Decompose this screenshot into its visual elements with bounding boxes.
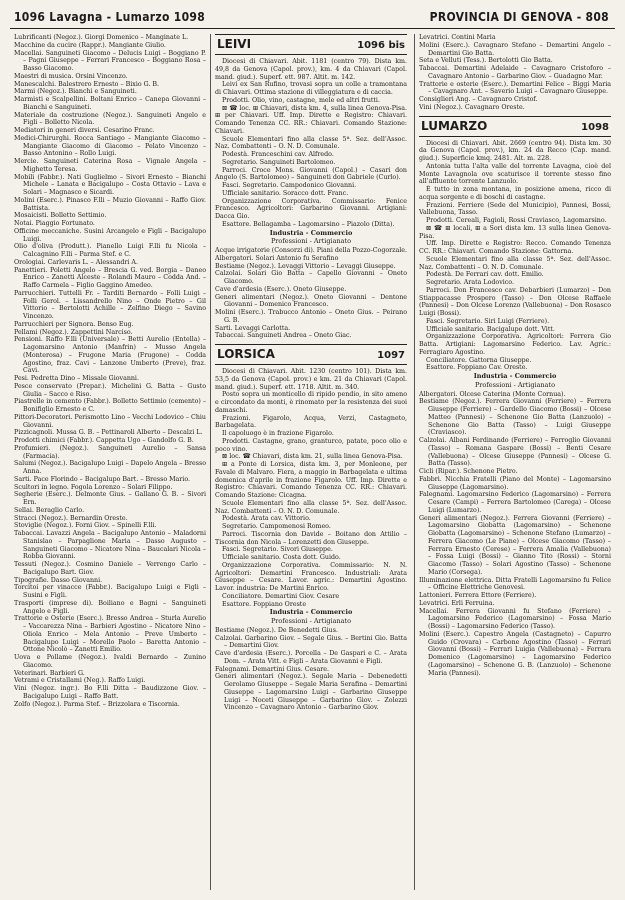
listing-entry: Mercie. Sanguineti Caterina Rosa – Vignale Angela – Mighetto Teresa. bbox=[14, 158, 206, 173]
listing-entry: Calzolai. Garbarino Giov. – Segale Gius. – Bertini Gio. Batta – Demartini Giov. bbox=[215, 634, 407, 650]
info-paragraph: Diocesi di Chiavari. Abit. 2669 (centro 94). Dista km. 30 da Genova (Capol. prov.), km. 24 da Recco (Cap. mand. giud.). Superficie kmq. 2481. Alt. m. 228. bbox=[419, 139, 611, 162]
info-paragraph: Diocesi di Chiavari. Abit. 1230 (centro 101). Dista km. 53,5 da Genova (Capol. prov.) e km. 21 da Chiavari (Capol. mand. giud.). Superf. ett. 1718. Altit. m. 340. bbox=[215, 368, 407, 391]
info-paragraph: Leivi ex San Rufino, trovasi sopra un colle a tramontana di Chiavari. Ottima stazione di villeggiatura e di caccia. bbox=[215, 81, 407, 96]
leivi-description bbox=[215, 58, 407, 229]
listing-entry: Scultori in legno. Fogola Lorenzo – Solari Filippo. bbox=[14, 483, 173, 491]
section-subheading: Professioni - Artigianato bbox=[270, 617, 352, 625]
listing-entry: Sarti. Levaggi Carlotta. bbox=[215, 324, 291, 332]
listing-entry: Tabaccai. Lavazzi Angela – Bacigalupo Antonio – Maladorni Stanislao – Parpaglione Maria – Dasso Augusto – Sanguineti Giacomo – Nicatore Nina – Baucalari Nicola – Robba Giovanni. bbox=[14, 530, 206, 561]
info-paragraph: Parroci. Don Francesco cav. Debarbieri (Lumarzo) – Don Stiappacasse Prospero (Tasso) – Don Olcese Raffaele (Pannesi) – Don Olcese Lorenzo (Vallebuona) – Don Rosasco Luigi (Bossi). bbox=[419, 286, 611, 317]
town-number: 1096 bis bbox=[357, 40, 405, 51]
info-paragraph: Prodotti. Castagne, grano, granturco, patate, poco olio e poco vino. bbox=[215, 437, 407, 453]
listing-entry: Mosaicisti. Bolletto Settimio. bbox=[14, 212, 107, 220]
listing-entry: Cicli (Ripar.). Schenone Pietro. bbox=[419, 468, 518, 475]
town-heading-lumarzo bbox=[419, 116, 611, 137]
listing-entry: Medici-Chirurghi. Rocca Santiago – Mangiante Giacomo – Mangiante Giacomo di Giacomo – Pelato Vincenzo – Basso Antonino – Rollo Luigi. bbox=[14, 134, 206, 158]
section-heading: Industria - Commercio bbox=[269, 608, 353, 617]
listing-entry: Macellai. Sanguineti Giacomo – Delucis Luigi – Boggiano P. – Pagni Giuseppe – Ferrari Francesco – Boggiano Rosa – Basso Giacomo. bbox=[14, 49, 206, 72]
info-paragraph: Parroci. Tiscornia don Davide – Boitano don Attilio – Tiscornia don Nicola – Lorenzetti don Giuseppe. bbox=[215, 530, 407, 546]
column-lorsica-lumarzo bbox=[419, 34, 611, 892]
listing-entry: Generi alimentari (Negoz.). Ferrera Giovanni (Ferriere) – Lagomarsino Giobatta (Lagomarsino) – Schenone Giobatta (Lagomarsino) – Schenone Stefano (Lumarzo) – Ferrera Giacomo (Le Piane) – Olcese Giacomo (Tasso) – Ferrara Ernesto (Cerese) – Ferrera Amalia (Vallebuona) – Fossa Luigi (Bossi) – Gianno Tito (Rossi) – Storni Giacomo (Tasso) – Solari Agostino (Tasso) – Schenone Mario (Corsega). bbox=[419, 514, 611, 576]
listing-entry: Piastrelle in cemento (Fabbr.). Bolletto Settimio (cemento) – Bonifiglio Ernesto e C. bbox=[14, 398, 206, 413]
listing-entry: Acque irrigatorie (Consorzi di). Piani della Pozzo-Cogorzale. bbox=[215, 247, 407, 254]
listing-entry: Trasporti (imprese di). Boiliano e Bagni – Sanguineti Angelo e Figli. bbox=[14, 599, 206, 615]
listing-entry: Panettieri. Poletti Angelo – Brescia G. ved. Borgia – Daneo Enrico – Zanetti Alceste – Rolandi Mauro – Codda And. – Raffo Carmela – Figlio Gaggino Amedeo. bbox=[14, 266, 206, 289]
listing-entry: Vini (Negoz. ingr.). Bo F.lli Ditta – Baudizzone Giov. – Bacigalupo Luigi – Raffo Batt. bbox=[14, 685, 206, 700]
info-paragraph: Conciliatore. Demartini Giov. Cesare bbox=[222, 592, 340, 600]
info-paragraph: ⊠ ☎ ⊞ locali, ⊞ a Sori dista km. 13 sulla linea Genova-Pisa. bbox=[419, 224, 611, 240]
listing-entry: Profumieri. (Negoz.). Sanguineti Aurelio – Sansa (Farmacia). bbox=[14, 444, 206, 460]
info-paragraph: Podestà. Arata cav. Vittorio. bbox=[222, 515, 311, 523]
listing-entry: Officine meccaniche. Susini Arcangelo e Figli – Bacigalupo Luigi. bbox=[14, 227, 206, 243]
lorsica-description bbox=[215, 368, 407, 608]
column-rule bbox=[210, 34, 211, 890]
info-paragraph: ⊞ a Ponte di Lorsica, dista km. 3, per Monleone, per Favale di Malvaro. Fiera, a maggio in Barbagelata e ultima domenica d'aprile in frazione Figarolo. Uff. Imp. Dirette e Registro: Chiavari. Comando Tenenza CC. RR.: Chiavari. Comando Stazione: Cicagna. bbox=[215, 461, 407, 499]
listing-entry: Tabaccai. Demartini Adelaide – Cavagnaro Cristoforo – Cavagnaro Antonio – Garbarino Giov. – Guadagno Mar. bbox=[419, 65, 611, 80]
listing-entry: Generi alimentari (Negoz.). Oneto Giovanni – Dentone Giovanni – Domenico Francesco. bbox=[215, 293, 407, 309]
info-paragraph: ⊠ ☎ loc. ⊞ Chiavari, dista km. 4, sulla linea Genova-Pisa. ⊞ per Chiavari. Uff. Imp. Dirette e Registro: Chiavari. Comando Tenenza CC. RR.: Chiavari. Comando Stazione: Chiavari. bbox=[215, 104, 407, 135]
listing-entry: Pesce conservato (Prepar.). Michelini G. Batta – Gusto Giulia – Sacco e Riso. bbox=[14, 382, 206, 398]
info-paragraph: Ufficiale sanitario. Soracco dott. Franc. bbox=[222, 189, 349, 197]
info-paragraph: Esattore. Bellagamba – Lagomarsino – Piazolo (Ditta). bbox=[222, 220, 395, 228]
listing-entry: Bestiame (Negoz.). Ferrera Giovanni (Ferriere) – Ferrera Giuseppe (Ferriere) – Gardello Giacomo (Bossi) – Olcese Matteo (Pannesi) – Schenone Gio Batta (Lanzuolo) – Schenone Gio Batta (Tasso) – Luigi Giuseppe (Craviasco). bbox=[419, 398, 611, 437]
listing-entry: Vetrami e Cristallami (Neg.). Raffo Luigi. bbox=[14, 677, 146, 685]
listing-entry: Notai. Piaggio Fortunato. bbox=[14, 220, 95, 227]
info-paragraph: Ufficiale sanitario. Costa dott. Guido. bbox=[222, 554, 341, 561]
listing-entry: Tabaccai. Sanguineti Andrea – Oneto Giac. bbox=[215, 332, 352, 340]
listing-entry: Pellami (Negoz.). Zappettini Narciso. bbox=[14, 328, 133, 336]
town-number: 1097 bbox=[377, 350, 405, 361]
listing-entry: Illuminazione elettrica. Ditta Fratelli Lagomarsino fu Felice – Officine Elettriche Genovesi. bbox=[419, 576, 611, 592]
info-paragraph: Prodotti. Cereali, Fagioli, Rossi Craviasco, Lagomarsino. bbox=[426, 217, 607, 224]
info-paragraph: Posto sopra un monticello di ripido pendio, in sito ameno e circondato da monti, è rinomato per la resistenza dei suoi damaschi. bbox=[215, 391, 407, 414]
listing-entry: Veterinari. Barbieri G. bbox=[14, 669, 85, 677]
listing-entry: Levatrici. Contini Maria bbox=[419, 34, 496, 41]
info-paragraph: Fasci. Segretario. Campodonico Giovanni. bbox=[222, 182, 357, 189]
town-name: LEIVI bbox=[217, 37, 252, 51]
section-subheading: Professioni - Artigianato bbox=[270, 237, 352, 246]
listing-entry: Salumi (Negoz.). Bacigalupo Luigi – Dapelo Angela – Bresso Anna. bbox=[14, 460, 206, 475]
listing-entry: Molini (Eserc.). Trabucco Antonio – Oneto Gius. – Peirano G. B. bbox=[215, 309, 407, 324]
info-paragraph: ⊠ loc. ☎ Chiavari, dista km. 21, sulla linea Genova-Pisa. bbox=[222, 453, 403, 461]
listing-entry: Materiale da costruzione (Negoz.). Sanguineti Angelo e Figli – Bolletto Nicola. bbox=[14, 111, 206, 127]
town-heading-leivi bbox=[215, 34, 407, 55]
listing-entry: Mediatori in generi diversi. Cesarino Franc. bbox=[14, 127, 155, 134]
town-heading-lorsica bbox=[215, 344, 407, 365]
listing-entry: Torcitoi per vinacce (Fabbr.). Bacigalupo Luigi e Figli – Susini e Figli. bbox=[14, 584, 206, 599]
info-paragraph: Segretario. Campomenosi Romeo. bbox=[222, 523, 331, 530]
listing-entry: Seta e Velluti (Tess.). Bertolotti Gio Batta. bbox=[419, 57, 553, 65]
listing-entry: Parrucchieri. Tuttelli Fr. – Tarditi Bernardo – Folli Luigi – Folli Gerol. – Lissandrello Nino – Onde Pietro – Gil Vittorio – Bertolotti Achille – Zelfino Diego – Savino Vincenzo. bbox=[14, 289, 206, 320]
listing-entry: Fabbri. Nicchia Fratelli (Piano del Monte) – Lagomarsino Giuseppe (Lagomarsino). bbox=[419, 475, 611, 491]
info-paragraph: Esattore. Foppiano Cav. Oreste. bbox=[426, 364, 528, 372]
column-lavagna-listings bbox=[14, 34, 206, 892]
lorsica-listing-continued bbox=[419, 34, 611, 112]
info-paragraph: Esattore. Foppiano Oreste bbox=[222, 600, 307, 608]
listing-entry: Pizzicagnoli. Mussa G. B. – Pettinaroli Alberto – Descalzi L. bbox=[14, 429, 203, 437]
listing-entry: Lubrificanti (Negoz.). Giorgi Domenico – Manginate L. bbox=[14, 34, 189, 41]
listing-entry: Uova e Pollame (Negoz.). Ivaldi Bernardo – Zunino Giacomo. bbox=[14, 654, 206, 669]
lumarzo-listing-list bbox=[419, 391, 611, 678]
info-paragraph: Antonia tutta l'alta valle del torrente Lavagna, cioè del Monte Lavagnola ove scaturisce il torrente stesso fino all'affluente torrente Lanzuolo. bbox=[419, 162, 611, 186]
info-paragraph: Organizzazione Corporativa. Commissario: Fenice Francesco. Agricoltori: Garbarino Giovanni. Artigiani: Dacca Gio. bbox=[215, 197, 407, 220]
listing-entry: Mobili (Fabbr.). Nati Guglielmo – Sivori Ernesto – Bianchi Michele – Lanata e Bacigalupo – Costa Ottavio – Lava e Solari – Magnasco e Sicardi. bbox=[14, 173, 206, 196]
listing-entry: Cave d'ardesia (Eserc.). Oneto Giuseppe. bbox=[215, 285, 347, 293]
lumarzo-description bbox=[419, 140, 611, 373]
listing-entry: Manescalchi. Balestrero Ernesto – Bixio G. B. bbox=[14, 80, 160, 88]
info-paragraph: Diocesi di Chiavari. Abit. 1181 (centro 79). Dista km. 49,8 da Genova (Capol. prov.), km. 4 da Chiavari (Capol. mand. giud.). Superf. ett. 987. Altit. m. 142. bbox=[215, 58, 407, 81]
info-paragraph: Frazioni. Ferriere (Sede del Municipio), Pannesi, Bossi, Vallebuona, Tasso. bbox=[419, 201, 611, 217]
column-rule bbox=[414, 34, 415, 890]
listing-entry: Parrucchieri per Signora. Benso Eug. bbox=[14, 320, 134, 328]
listing-entry: Molini (Eserc.). Pinasco F.lli – Muzio Giovanni – Raffo Giov. Battista. bbox=[14, 196, 206, 212]
listing-entry: Zolfo (Negoz.). Parma Stef. – Brizzolara e Tiscornia. bbox=[14, 700, 180, 708]
listing-entry: Stoviglie (Negoz.). Forni Giov. – Spinelli F.lli. bbox=[14, 522, 157, 530]
info-paragraph: Il capoluogo è in frazione Figarolo. bbox=[222, 430, 334, 437]
section-heading: Industria - Commercio bbox=[269, 228, 353, 237]
listing-entry: Cave d'ardesia (Eserc.). Porcella – De Gaspari e C. – Arata Dom. – Arata Vitt. e Figli – Arata Giovanni e Figli. bbox=[215, 650, 407, 665]
listing-entry: Bestiame (Negoz.). De Benedetti Gius. bbox=[215, 626, 338, 634]
listing-entry: Vini (Negoz.). Cavagnaro Oreste. bbox=[419, 103, 525, 111]
listing-entry: Trattorie e Osterie (Eserc.). Bresso Andrea – Sturla Aurelio – Vaccarezza Nina – Barbieri Agostino – Nicatore Nino – Oliola Enrico – Mela Antonio – Preve Umberto – Bacigalupo Luigi – Morello Paolo – Baretta Antonio – Ottone Nicolò – Zanetti Emilio. bbox=[14, 615, 206, 654]
listing-entry: Lattonieri. Ferrera Ettore (Ferriere). bbox=[419, 592, 537, 599]
info-paragraph: Organizzazione Corporativa. Agricoltori: Ferrera Gio Batta. Artigiani: Lagomarsino Federico. Lav. Agric.: Ferragiaro Agostino. bbox=[419, 333, 611, 356]
listing-entry: Tipografie. Dasso Giovanni. bbox=[14, 576, 103, 584]
listing-entry: Bestiame (Negoz.). Levaggi Vittorio – Levaggi Giuseppe. bbox=[215, 262, 396, 270]
listing-entry: Macchine da cucire (Rappr.). Mangiante Giulio. bbox=[14, 41, 166, 49]
page-header bbox=[10, 8, 615, 29]
listing-entry: Consiglieri Ang. – Cavagnaro Cristof. bbox=[419, 96, 538, 103]
listing-entry: Falegnami. Lagomarsino Federico (Lagomarsino) – Ferrera Cesare (Campi) – Ferrera Bartolomeo (Carega) – Olcese Luigi (Lumarzo). bbox=[419, 491, 611, 514]
listing-entry: Pesi. Pedretta Dino – Missale Giovanni. bbox=[14, 375, 139, 382]
listing-entry: Generi alimentari (Negoz.). Segale Maria – Debenedetti Gerolamo Giuseppe – Segale Maria Serafina – Demartini Giuseppe – Lagomarsino Luigi – Garbarino Giuseppe Luigi – Noceti Giuseppe – Garbarino Giov. – Zolezzi Vincenzo – Cavagnaro Antonio – Garbarino Giov. bbox=[215, 673, 407, 712]
info-paragraph: Segretario. Arata Lodovico. bbox=[426, 279, 514, 286]
info-paragraph: Parroci. Croce Mons. Giovanni (Capol.) – Casari don Angelo (S. Bartolomeo) – Sanguineti don Gabriele (Curlo). bbox=[215, 166, 407, 182]
listing-entry: Marmisti e Scalpellini. Boltani Enrico – Canepa Giovanni – Bianchi e Sanguineti. bbox=[14, 96, 206, 111]
header-right: PROVINCIA DI GENOVA - 808 bbox=[429, 10, 609, 24]
listing-entry: Tessuti (Negoz.). Cosmino Daniele – Verrengo Carlo – Bacigalupo Bart. Giov. bbox=[14, 561, 206, 576]
info-paragraph: Uff. Imp. Dirette e Registro: Recco. Comando Tenenza CC. RR.: Chiavari. Comando Stazione: Gattorna. bbox=[419, 240, 611, 255]
column-leivi-lorsica bbox=[215, 34, 407, 892]
listing-entry: Falegnami. Demartini Gius. Cesare. bbox=[215, 665, 329, 673]
info-paragraph: Ufficiale sanitario. Bacigalupo dott. Vitt. bbox=[426, 325, 555, 333]
listing-entry: Orologiai. Carlevaris L. – Alessandri A. bbox=[14, 258, 138, 266]
listing-entry: Pensioni. Raffo F.lli (Universale) – Betti Aurelio (Entella) – Lagomarsino Antonio (Manfrin) – Musso Angela (Monterosa) – Frugone Maria (Frugone) – Codda Agostino, fraz. Cavi – Lanzone Umberto (Preve), fraz. Cavi. bbox=[14, 336, 206, 375]
listing-entry: Sellai. Beraglio Carlo. bbox=[14, 506, 85, 514]
listing-entry: Olio d'oliva (Produtt.). Pianello Luigi F.lli fu Nicola – Calcagnino F.lli – Parma Stef. e C. bbox=[14, 243, 206, 258]
info-paragraph: Scuole Elementari fino alla classe 5ª. Sez. dell'Assoc. Naz. Combattenti – O. N. D. Comunale. bbox=[215, 499, 407, 515]
town-name: LUMARZO bbox=[421, 118, 488, 133]
info-paragraph: Conciliatore. Gattorna Giuseppe. bbox=[426, 356, 532, 364]
listing-entry: Levatrici. Erli Ferruina. bbox=[419, 599, 495, 607]
info-paragraph: Prodotti. Olio, vino, castagne, mele ed altri frutti. bbox=[222, 96, 380, 104]
section-heading: Industria - Commercio bbox=[473, 372, 557, 380]
listing-entry: Calzolai. Solari Gio Batta – Capello Giovanni – Oneto Giacomo. bbox=[215, 270, 407, 285]
lavagna-listing-list bbox=[14, 34, 206, 708]
listing-entry: Albergatori. Solari Antonio fu Serafino bbox=[215, 254, 339, 262]
header-left: 1096 Lavagna - Lumarzo 1098 bbox=[14, 10, 206, 24]
listing-entry: Prodotti chimici (Fabbr.). Cappetta Ugo – Gandolfo G. B. bbox=[14, 437, 194, 444]
info-paragraph: Fasci. Segretario. Siri Luigi (Ferriere). bbox=[426, 317, 550, 325]
listing-entry: Molini (Eserc.). Capestro Angela (Castagneto) – Capurro Guido (Crovara) – Carbone Agostino (Tasso) – Ferrari Giovanni (Bossi) – Ferrari Luigia (Vallebuona) – Ferrara Domenico (Lagomarsino) – Lagomarsino Federico (Lagomarsino) – Schenone G. B. (Lanzuolo) – Schenone Maria (Pannesi). bbox=[419, 630, 611, 677]
listing-entry: Calzolai. Albani Ferdinando (Ferriere) – Ferroglio Giovanni (Tasso) – Romana Gaspare (Bossi) – Benti Cesare (Vallebuona) – Olcese Giuseppe (Pannesi) – Olcese G. Batta (Tasso). bbox=[419, 437, 611, 468]
listing-entry: Macellai. Ferrera Giovanni fu Stefano (Ferriere) – Lagomarsino Federico (Lagomarsino) – Fossa Mario (Bossi) – Lagomarsino Federico (Tasso). bbox=[419, 607, 611, 630]
leivi-listing-list bbox=[215, 247, 407, 340]
listing-entry: Marmi (Negoz.). Bianchi e Sanguineti. bbox=[14, 88, 137, 96]
listing-entry: Segherie (Eserc.). Delmonte Gius. – Gallano G. B. – Sivori Ern. bbox=[14, 491, 206, 506]
listing-entry: Albergatori. Olcese Caterina (Monte Cornua). bbox=[419, 390, 566, 398]
info-paragraph: È tutto in zona montana, in posizione amena, ricco di acqua sorgente e di boschi di castagne. bbox=[419, 186, 611, 201]
info-paragraph: Scuole Elementari fino alla classe 5ª. Sez. dell'Assoc. Naz. Combattenti – O. N. D. Comunale. bbox=[419, 255, 611, 271]
town-name: LORSICA bbox=[217, 347, 275, 361]
town-number: 1098 bbox=[581, 121, 609, 133]
info-paragraph: Organizzazione Corporativa. Commissario: N. N. Agricoltori: Demartini Francesco. Industriali: Arata Giuseppe – Cesare. Lavor. agric.: Demartini Agostino. Lavor. industria: De Martini Enrico. bbox=[215, 561, 407, 592]
lorsica-listing-list bbox=[215, 627, 407, 712]
info-paragraph: Scuole Elementari fino alla classe 5ª. Sez. dell'Assoc. Naz. Combattenti – O. N. D. Comunale. bbox=[215, 135, 407, 151]
info-paragraph: Segretario. Sanguineti Bartolomeo. bbox=[222, 158, 336, 166]
listing-entry: Pittori-Decoratori. Perismotto Lino – Vecchi Lodovico – Chiu Giovanni. bbox=[14, 413, 206, 429]
listing-entry: Trattorie e osterie (Eserc.). Demartini Felice – Biggi Maria – Cavagnaro Ant. – Saverio Luigi – Cavagnaro Giuseppe. bbox=[419, 80, 611, 96]
listing-entry: Maestri di musica. Orsini Vincenzo. bbox=[14, 72, 128, 80]
info-paragraph: Fasci. Segretario. Sivori Giuseppe. bbox=[222, 546, 333, 554]
listing-entry: Stracci (Negoz.). Bernardin Oreste. bbox=[14, 514, 128, 522]
section-subheading: Professioni - Artigianato bbox=[474, 380, 556, 389]
listing-entry: Molini (Eserc.). Cavagnaro Stefano – Demartini Angelo – Demartini Gio Batta. bbox=[419, 41, 611, 57]
listing-entry: Sarti. Pace Florindo – Bacigalupo Bart. – Bresso Mario. bbox=[14, 475, 191, 483]
info-paragraph: Podestà. De Ferrari cav. dott. Emilio. bbox=[426, 271, 544, 279]
info-paragraph: Frazioni. Figarolo, Acqua, Verzi, Castagneto, Barbagelata. bbox=[215, 414, 407, 430]
info-paragraph: Podestà. Franceschini cav. Alfredo. bbox=[222, 151, 334, 158]
